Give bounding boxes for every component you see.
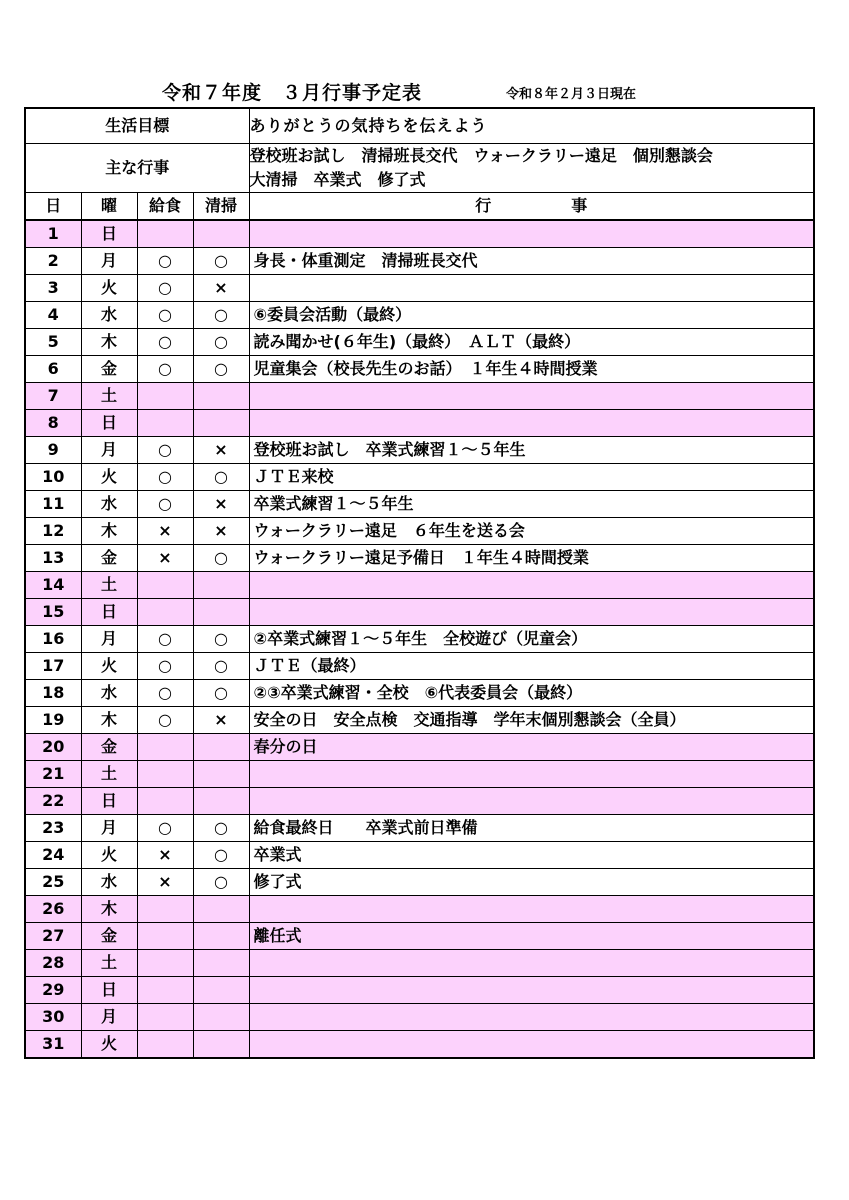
event-cell: ＪＴＥ（最終）: [249, 653, 814, 680]
schedule-table: [24, 107, 815, 1059]
cleaning-cell: ○: [193, 869, 249, 896]
table-row: [25, 599, 814, 626]
day-cell: 10: [25, 464, 81, 491]
event-cell: [249, 383, 814, 410]
lunch-cell: [137, 220, 193, 248]
day-cell: 7: [25, 383, 81, 410]
table-row: [25, 437, 814, 464]
cleaning-cell: ○: [193, 464, 249, 491]
table-row: [25, 869, 814, 896]
day-cell: 8: [25, 410, 81, 437]
table-row: [25, 410, 814, 437]
table-row: [25, 356, 814, 383]
weekday-cell: 木: [81, 707, 137, 734]
table-row: [25, 653, 814, 680]
cleaning-cell: [193, 923, 249, 950]
main-events-row: [25, 144, 814, 193]
cleaning-cell: [193, 788, 249, 815]
weekday-cell: 月: [81, 626, 137, 653]
weekday-cell: 木: [81, 518, 137, 545]
event-cell: 安全の日 安全点検 交通指導 学年末個別懇談会（全員）: [249, 707, 814, 734]
day-cell: 24: [25, 842, 81, 869]
event-cell: [249, 896, 814, 923]
as-of-date: 令和８年２月３日現在: [506, 87, 637, 102]
day-cell: 20: [25, 734, 81, 761]
lunch-cell: ○: [137, 815, 193, 842]
cleaning-cell: [193, 1031, 249, 1059]
day-cell: 15: [25, 599, 81, 626]
weekday-cell: 水: [81, 680, 137, 707]
event-cell: 卒業式練習１～５年生: [249, 491, 814, 518]
cleaning-cell: ○: [193, 302, 249, 329]
day-cell: 25: [25, 869, 81, 896]
weekday-cell: 火: [81, 1031, 137, 1059]
table-row: [25, 248, 814, 275]
weekday-cell: 日: [81, 220, 137, 248]
day-cell: 5: [25, 329, 81, 356]
goal-text: ありがとうの気持ちを伝えよう: [249, 108, 814, 144]
weekday-cell: 土: [81, 383, 137, 410]
lunch-cell: ○: [137, 437, 193, 464]
main-events-line-2: 大清掃 卒業式 修了式: [249, 170, 426, 189]
cleaning-cell: ×: [193, 518, 249, 545]
weekday-cell: 日: [81, 410, 137, 437]
day-cell: 6: [25, 356, 81, 383]
table-row: [25, 842, 814, 869]
title-line: [0, 78, 849, 104]
event-cell: ウォークラリー遠足 ６年生を送る会: [249, 518, 814, 545]
day-cell: 4: [25, 302, 81, 329]
weekday-cell: 水: [81, 491, 137, 518]
event-cell: [249, 761, 814, 788]
weekday-cell: 日: [81, 788, 137, 815]
cleaning-cell: [193, 950, 249, 977]
lunch-cell: [137, 1004, 193, 1031]
lunch-cell: ×: [137, 518, 193, 545]
event-cell: [249, 599, 814, 626]
event-cell: [249, 788, 814, 815]
cleaning-cell: ○: [193, 680, 249, 707]
event-cell: 離任式: [249, 923, 814, 950]
day-cell: 29: [25, 977, 81, 1004]
weekday-cell: 火: [81, 275, 137, 302]
day-cell: 1: [25, 220, 81, 248]
table-row: [25, 788, 814, 815]
lunch-cell: ○: [137, 626, 193, 653]
lunch-cell: [137, 572, 193, 599]
day-cell: 27: [25, 923, 81, 950]
day-cell: 2: [25, 248, 81, 275]
weekday-cell: 火: [81, 653, 137, 680]
weekday-cell: 月: [81, 1004, 137, 1031]
event-cell: [249, 572, 814, 599]
weekday-cell: 月: [81, 815, 137, 842]
main-events-text: [249, 144, 814, 193]
day-cell: 22: [25, 788, 81, 815]
table-row: [25, 329, 814, 356]
day-cell: 31: [25, 1031, 81, 1059]
cleaning-cell: ×: [193, 437, 249, 464]
cleaning-cell: ×: [193, 275, 249, 302]
weekday-cell: 土: [81, 572, 137, 599]
lunch-cell: ○: [137, 680, 193, 707]
cleaning-cell: ○: [193, 329, 249, 356]
cleaning-cell: ○: [193, 626, 249, 653]
cleaning-cell: [193, 572, 249, 599]
table-row: [25, 545, 814, 572]
weekday-cell: 水: [81, 302, 137, 329]
day-cell: 26: [25, 896, 81, 923]
lunch-cell: ○: [137, 329, 193, 356]
event-cell: ⑥委員会活動（最終）: [249, 302, 814, 329]
lunch-cell: ○: [137, 707, 193, 734]
table-row: [25, 950, 814, 977]
weekday-cell: 月: [81, 248, 137, 275]
event-cell: [249, 410, 814, 437]
cleaning-cell: [193, 977, 249, 1004]
table-row: [25, 815, 814, 842]
weekday-cell: 火: [81, 842, 137, 869]
table-row: [25, 220, 814, 248]
table-row: [25, 518, 814, 545]
day-cell: 19: [25, 707, 81, 734]
lunch-cell: [137, 1031, 193, 1059]
day-cell: 21: [25, 761, 81, 788]
event-cell: ウォークラリー遠足予備日 １年生４時間授業: [249, 545, 814, 572]
table-row: [25, 302, 814, 329]
cleaning-cell: [193, 896, 249, 923]
goal-row: [25, 108, 814, 144]
event-cell: [249, 977, 814, 1004]
header-row: [25, 193, 814, 221]
cleaning-cell: [193, 220, 249, 248]
weekday-cell: 月: [81, 437, 137, 464]
event-cell: [249, 275, 814, 302]
weekday-cell: 日: [81, 977, 137, 1004]
event-cell: ＪＴＥ来校: [249, 464, 814, 491]
event-cell: [249, 1004, 814, 1031]
weekday-cell: 木: [81, 896, 137, 923]
table-row: [25, 680, 814, 707]
lunch-cell: [137, 761, 193, 788]
cleaning-cell: ○: [193, 815, 249, 842]
cleaning-cell: ○: [193, 356, 249, 383]
lunch-cell: [137, 923, 193, 950]
cleaning-cell: ○: [193, 842, 249, 869]
weekday-cell: 土: [81, 950, 137, 977]
table-row: [25, 275, 814, 302]
cleaning-cell: [193, 761, 249, 788]
event-cell: 給食最終日 卒業式前日準備: [249, 815, 814, 842]
event-cell: 身長・体重測定 清掃班長交代: [249, 248, 814, 275]
lunch-cell: ×: [137, 545, 193, 572]
table-row: [25, 464, 814, 491]
weekday-cell: 木: [81, 329, 137, 356]
event-cell: 児童集会（校長先生のお話） １年生４時間授業: [249, 356, 814, 383]
event-cell: [249, 950, 814, 977]
lunch-cell: ○: [137, 248, 193, 275]
day-cell: 30: [25, 1004, 81, 1031]
cleaning-cell: ×: [193, 491, 249, 518]
lunch-cell: [137, 788, 193, 815]
day-cell: 16: [25, 626, 81, 653]
day-cell: 9: [25, 437, 81, 464]
event-cell: 卒業式: [249, 842, 814, 869]
weekday-cell: 金: [81, 734, 137, 761]
table-row: [25, 923, 814, 950]
table-row: [25, 896, 814, 923]
event-cell: 登校班お試し 卒業式練習１～５年生: [249, 437, 814, 464]
main-events-line-1: 登校班お試し 清掃班長交代 ウォークラリー遠足 個別懇談会: [249, 146, 713, 165]
goal-label: 生活目標: [25, 108, 249, 144]
day-cell: 13: [25, 545, 81, 572]
table-row: [25, 383, 814, 410]
cleaning-cell: [193, 383, 249, 410]
cleaning-cell: ×: [193, 707, 249, 734]
cleaning-cell: [193, 734, 249, 761]
table-row: [25, 626, 814, 653]
lunch-cell: ×: [137, 869, 193, 896]
table-row: [25, 707, 814, 734]
weekday-cell: 水: [81, 869, 137, 896]
main-events-label: 主な行事: [25, 144, 249, 193]
cleaning-cell: ○: [193, 653, 249, 680]
event-cell: 春分の日: [249, 734, 814, 761]
day-cell: 11: [25, 491, 81, 518]
lunch-cell: ×: [137, 842, 193, 869]
cleaning-cell: ○: [193, 545, 249, 572]
header-weekday: 曜: [81, 193, 137, 221]
lunch-cell: [137, 410, 193, 437]
event-cell: ②卒業式練習１～５年生 全校遊び（児童会）: [249, 626, 814, 653]
weekday-cell: 金: [81, 923, 137, 950]
table-row: [25, 977, 814, 1004]
lunch-cell: ○: [137, 464, 193, 491]
day-cell: 17: [25, 653, 81, 680]
lunch-cell: ○: [137, 356, 193, 383]
table-row: [25, 761, 814, 788]
table-row: [25, 572, 814, 599]
day-cell: 23: [25, 815, 81, 842]
lunch-cell: ○: [137, 275, 193, 302]
cleaning-cell: [193, 599, 249, 626]
day-cell: 28: [25, 950, 81, 977]
header-cleaning: 清掃: [193, 193, 249, 221]
event-cell: 読み聞かせ(６年生)（最終） ＡＬＴ（最終）: [249, 329, 814, 356]
lunch-cell: [137, 599, 193, 626]
day-cell: 14: [25, 572, 81, 599]
event-cell: [249, 1031, 814, 1059]
table-row: [25, 1031, 814, 1059]
header-day: 日: [25, 193, 81, 221]
lunch-cell: ○: [137, 653, 193, 680]
weekday-cell: 日: [81, 599, 137, 626]
weekday-cell: 土: [81, 761, 137, 788]
event-cell: [249, 220, 814, 248]
lunch-cell: [137, 734, 193, 761]
lunch-cell: [137, 977, 193, 1004]
day-cell: 3: [25, 275, 81, 302]
table-row: [25, 734, 814, 761]
lunch-cell: ○: [137, 302, 193, 329]
header-lunch: 給食: [137, 193, 193, 221]
header-events: 行 事: [249, 193, 814, 221]
page-title: 令和７年度 ３月行事予定表: [162, 82, 423, 104]
lunch-cell: [137, 896, 193, 923]
lunch-cell: ○: [137, 491, 193, 518]
cleaning-cell: [193, 1004, 249, 1031]
event-cell: ②③卒業式練習・全校 ⑥代表委員会（最終）: [249, 680, 814, 707]
weekday-cell: 金: [81, 545, 137, 572]
cleaning-cell: [193, 410, 249, 437]
lunch-cell: [137, 950, 193, 977]
event-cell: 修了式: [249, 869, 814, 896]
weekday-cell: 火: [81, 464, 137, 491]
day-cell: 12: [25, 518, 81, 545]
table-row: [25, 491, 814, 518]
table-row: [25, 1004, 814, 1031]
day-cell: 18: [25, 680, 81, 707]
lunch-cell: [137, 383, 193, 410]
cleaning-cell: ○: [193, 248, 249, 275]
weekday-cell: 金: [81, 356, 137, 383]
